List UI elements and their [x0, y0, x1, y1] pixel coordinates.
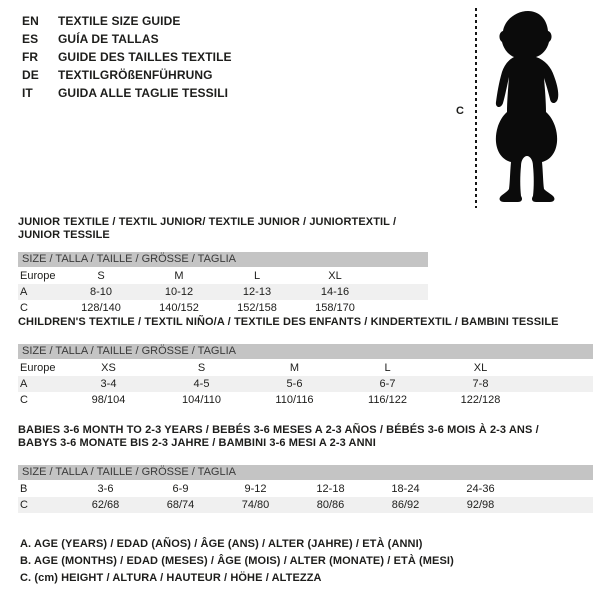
size-value-cell: 7-8	[472, 378, 489, 390]
row-filler	[374, 284, 428, 300]
row-label: B	[20, 483, 28, 495]
size-value-cell: 68/74	[166, 499, 195, 511]
table-row	[18, 392, 593, 408]
language-code: DE	[22, 68, 39, 82]
size-value-cell: 6-7	[379, 378, 396, 390]
size-value-cell: 152/158	[237, 302, 277, 314]
language-code: ES	[22, 32, 39, 46]
size-value-cell: 140/152	[159, 302, 199, 314]
table-rows	[18, 360, 593, 408]
junior-size-table	[18, 216, 428, 316]
size-value-cell: 8-10	[89, 286, 113, 298]
size-value-cell: 110/116	[275, 394, 314, 406]
language-row	[22, 84, 232, 102]
language-row	[22, 30, 232, 48]
table-row	[18, 481, 593, 497]
size-value-cell: 24-36	[466, 483, 495, 495]
row-filler	[527, 360, 593, 376]
table-row	[18, 360, 593, 376]
size-value-cell: XS	[101, 362, 116, 374]
language-title-list	[22, 12, 232, 102]
row-filler	[527, 376, 593, 392]
size-value-cell: 3-4	[100, 378, 117, 390]
size-value-cell: 9-12	[244, 483, 267, 495]
table-row	[18, 497, 593, 513]
row-filler	[374, 300, 428, 316]
size-value-cell: 14-16	[320, 286, 350, 298]
guide-title: TEXTILGRÖßENFÜHRUNG	[58, 68, 213, 82]
babies-size-table	[18, 424, 593, 513]
size-value-cell: M	[289, 362, 300, 374]
row-filler	[518, 497, 593, 513]
table-row	[18, 284, 428, 300]
size-value-cell: 3-6	[97, 483, 114, 495]
row-label: A	[20, 378, 28, 390]
language-code: EN	[22, 14, 39, 28]
size-value-cell: 6-9	[172, 483, 189, 495]
guide-title: GUIDE DES TAILLES TEXTILE	[58, 50, 232, 64]
legend-line: A. AGE (YEARS) / EDAD (AÑOS) / ÂGE (ANS) / ALTER (JAHRE) / ETÀ (ANNI)	[20, 538, 423, 550]
row-label: C	[20, 499, 28, 511]
guide-title: GUÍA DE TALLAS	[58, 32, 159, 46]
size-value-cell: 4-5	[193, 378, 210, 390]
size-header-bar: SIZE / TALLA / TAILLE / GRÖSSE / TAGLIA	[18, 465, 593, 480]
size-value-cell: XL	[328, 270, 342, 282]
language-row	[22, 48, 232, 66]
size-value-cell: L	[253, 270, 261, 282]
baby-silhouette-icon	[476, 8, 576, 208]
size-value-cell: 12-18	[316, 483, 345, 495]
table-rows	[18, 268, 428, 316]
row-label: Europe	[20, 362, 56, 374]
size-header-bar: SIZE / TALLA / TAILLE / GRÖSSE / TAGLIA	[18, 344, 593, 359]
guide-title: GUIDA ALLE TAGLIE TESSILI	[58, 86, 229, 100]
size-value-cell: XL	[473, 362, 488, 374]
size-value-cell: 74/80	[241, 499, 270, 511]
language-row	[22, 12, 232, 30]
size-value-cell: 5-6	[286, 378, 303, 390]
language-code: IT	[22, 86, 33, 100]
size-value-cell: 80/86	[316, 499, 345, 511]
size-value-cell: S	[97, 270, 105, 282]
table-title: BABIES 3-6 MONTH TO 2-3 YEARS / BEBÉS 3-6 MESES A 2-3 AÑOS / BÉBÉS 3-6 MOIS À 2-3 ANS /	[18, 424, 539, 436]
table-title: JUNIOR TEXTILE / TEXTIL JUNIOR/ TEXTILE JUNIOR / JUNIORTEXTIL / JUNIOR TESSILE	[18, 216, 397, 241]
size-value-cell: 18-24	[391, 483, 420, 495]
language-code: FR	[22, 50, 39, 64]
children-size-table	[18, 316, 593, 408]
legend-line: B. AGE (MONTHS) / EDAD (MESES) / ÂGE (MOIS) / ALTER (MONATE) / ETÀ (MESI)	[20, 555, 454, 567]
size-value-cell: 128/140	[81, 302, 121, 314]
row-label: A	[20, 286, 28, 298]
guide-title: TEXTILE SIZE GUIDE	[58, 14, 181, 28]
row-label: C	[20, 302, 28, 314]
table-row	[18, 268, 428, 284]
size-value-cell: 116/122	[368, 394, 407, 406]
height-measure-figure	[450, 0, 600, 215]
size-value-cell: 122/128	[460, 394, 501, 406]
size-value-cell: 86/92	[391, 499, 420, 511]
size-value-cell: S	[197, 362, 206, 374]
table-rows	[18, 481, 593, 513]
size-value-cell: 104/110	[182, 394, 221, 406]
size-value-cell: 158/170	[315, 302, 355, 314]
size-value-cell: 92/98	[466, 499, 495, 511]
size-value-cell: 10-12	[164, 286, 194, 298]
size-value-cell: L	[384, 362, 391, 374]
table-title-line2: BABYS 3-6 MONATE BIS 2-3 JAHRE / BAMBINI 3-6 MESI A 2-3 ANNI	[18, 437, 376, 449]
row-filler	[518, 481, 593, 497]
height-measure-label: C	[456, 105, 464, 117]
row-filler	[374, 268, 428, 284]
table-row	[18, 376, 593, 392]
row-filler	[527, 392, 593, 408]
table-row	[18, 300, 428, 316]
table-title: CHILDREN'S TEXTILE / TEXTIL NIÑO/A / TEXTILE DES ENFANTS / KINDERTEXTIL / BAMBINI TESSILE	[18, 316, 559, 328]
language-row	[22, 66, 232, 84]
row-label: C	[20, 394, 28, 406]
legend-line: C. (cm) HEIGHT / ALTURA / HAUTEUR / HÖHE / ALTEZZA	[20, 572, 322, 584]
row-label: Europe	[20, 270, 56, 282]
size-header-bar: SIZE / TALLA / TAILLE / GRÖSSE / TAGLIA	[18, 252, 428, 267]
size-value-cell: 98/104	[91, 394, 126, 406]
size-value-cell: 62/68	[91, 499, 120, 511]
size-value-cell: M	[174, 270, 184, 282]
size-value-cell: 12-13	[242, 286, 272, 298]
measurement-legend	[20, 536, 454, 587]
